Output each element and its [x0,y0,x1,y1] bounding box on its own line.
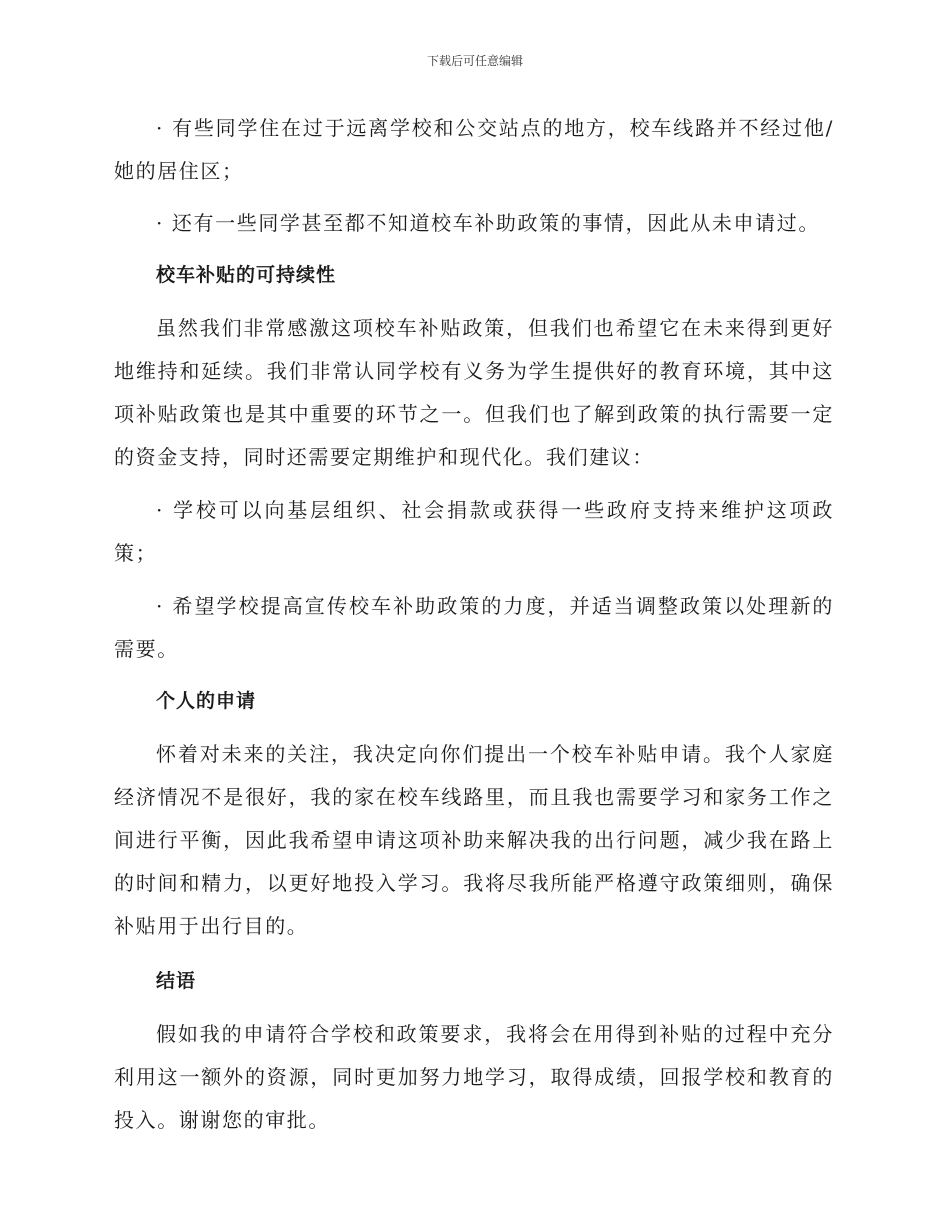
bullet-unaware: · 还有一些同学甚至都不知道校车补助政策的事情，因此从未申请过。 [156,211,820,235]
bullet-suggestion-funding: · 学校可以向基层组织、社会捐款或获得一些政府支持来维护这项政策； [114,498,834,565]
bullet-suggestion-publicity: · 希望学校提高宣传校车补助政策的力度，并适当调整政策以处理新的需要。 [114,594,834,661]
paragraph-personal-application: 怀着对未来的关注，我决定向你们提出一个校车补贴申请。我个人家庭经济情况不是很好，我的家在校车线路里，而且我也需要学习和家务工作之间进行平衡，因此我希望申请这项补助来解决我的出行问题，减少我在路上的时间和精力，以更好地投入学习。我将尽我所能严格遵守政策细则，确保补贴用于出行目的。 [114,742,834,938]
page-header: 下载后可任意编辑 [426,54,523,68]
heading-sustainability: 校车补贴的可持续性 [156,264,337,286]
document-body [114,107,834,1142]
bullet-far-from-route: · 有些同学住在过于远离学校和公交站点的地方，校车线路并不经过他/她的居住区； [114,116,834,183]
heading-personal-application: 个人的申请 [156,690,257,712]
heading-conclusion: 结语 [156,970,197,992]
paragraph-conclusion: 假如我的申请符合学校和政策要求，我将会在用得到补贴的过程中充分利用这一额外的资源，同时更加努力地学习，取得成绩，回报学校和教育的投入。谢谢您的审批。 [114,1022,834,1132]
paragraph-sustainability: 虽然我们非常感激这项校车补贴政策，但我们也希望它在未来得到更好地维持和延续。我们非常认同学校有义务为学生提供好的教育环境，其中这项补贴政策也是其中重要的环节之一。但我们也了解到政策的执行需要一定的资金支持，同时还需要定期维护和现代化。我们建议： [114,316,834,469]
